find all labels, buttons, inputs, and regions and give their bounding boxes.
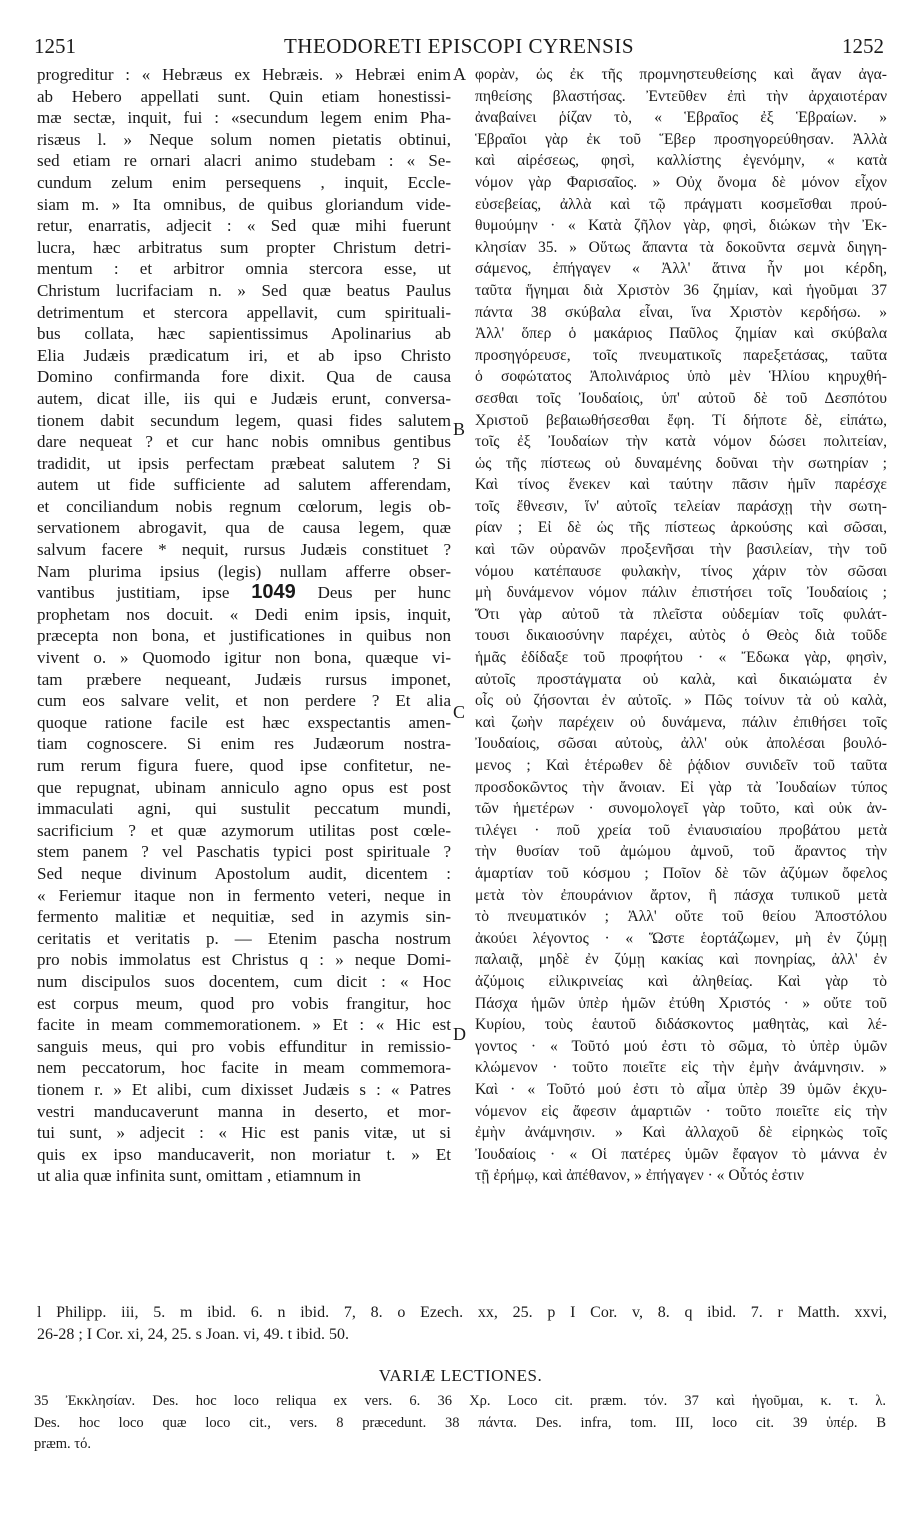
footnotes <box>37 1303 887 1346</box>
latin-text-line: retur, enarratis, adjecit : « Sed quæ mihi fuerunt <box>37 216 451 236</box>
variae-lectiones <box>34 1392 886 1457</box>
greek-text-line: τοῖς ἐξ Ἰουδαίων τὴν κατὰ νόμον δώσει πολιτείαν, <box>475 433 887 451</box>
margin-marker-b: B <box>453 419 466 439</box>
greek-text-line: καὶ αἱρέσεως, φησὶ, καλλίστης ἐγενόμην, « κατὰ <box>475 152 887 170</box>
footnote-line: 26-28 ; I Cor. xi, 24, 25. s Joan. vi, 49. t ibid. 50. <box>37 1325 349 1343</box>
latin-text-line: sed etiam re ornari alacri animo studebam : « Se- <box>37 151 451 171</box>
greek-text-line: τῶν ἡμετέρων · συνομολογεῖ γὰρ τοῦτο, καὶ οὐκ ἀν- <box>475 800 887 818</box>
greek-text-line: καὶ τῶν οὐρανῶν προξενῆσαι τὴν βασιλείαν, τὴν τοῦ <box>475 541 887 559</box>
latin-text-line: risæus l. » Neque solum nomen pietatis obtinui, <box>37 129 451 149</box>
page-number-right: 1252 <box>842 34 884 58</box>
greek-text-line: νόμον γὰρ Φαρισαῖος. » Οὐχ ὄνομα δὲ μόνον εἶχον <box>475 173 887 191</box>
latin-text-line: tam præbere nequeant, Judæis rursus imponet, <box>37 669 451 689</box>
greek-text-line: Ἀλλ' ὅπερ ὁ μακάριος Παῦλος ζημίαν καὶ σκύβαλα <box>475 325 887 343</box>
latin-text-line: sanguis meus, qui pro vobis effunditur in remissio- <box>37 1036 451 1056</box>
latin-text-line: Domino confirmanda fore dixit. Qua de causa <box>37 367 451 387</box>
greek-text-line: Χριστοῦ βεβαιωθήσεσθαι ἔφη. Τί δήποτε δὲ, εἰπάτω, <box>475 411 887 429</box>
greek-text-line: Κυρίου, τοὺς ἑαυτοῦ διδάσκοντος μαθητὰς, καὶ λέ- <box>475 1016 887 1034</box>
variant-reading-line: præm. τό. <box>34 1436 91 1453</box>
latin-text-line: pro nobis immolatus est Christus q : » neque Domi- <box>37 950 451 970</box>
greek-text-line: ὡς τῆς πίστεως οὐ δυναμένης δοῦναι τὴν σωτηρίαν ; <box>475 454 887 472</box>
greek-text-line: οἷς οὐ ζήσονται ἐν αὐτοῖς. » Πῶς τοίνυν τὰ οὐ καλὰ, <box>475 692 887 710</box>
latin-text-line: ab Hebero appellati sunt. Quin etiam honestissi- <box>37 86 451 106</box>
latin-text-line: tionem dabit secundum legem, quasi fides salutem <box>37 410 451 430</box>
greek-text-line: γοντος · « Τοῦτό μού ἐστι τὸ σῶμα, τὸ ὑπὲρ ὑμῶν <box>475 1037 887 1055</box>
greek-text-line: νόμου κατέπαυσε φυλακὴν, τίνος χάριν τὸν σῶσαι <box>475 562 887 580</box>
latin-text-line: quoque ratione facile est hæc exspectantis amen- <box>37 712 451 732</box>
latin-text-line: tionem r. » Et alibi, cum dixisset Judæis s : « Patres <box>37 1079 451 1099</box>
latin-text-line: cum eos salvare velit, et non perdere ? Et alia <box>37 691 451 711</box>
latin-text-line: mentum : et arbitror omnia stercora esse, ut <box>37 259 451 279</box>
greek-text-line: Ἰουδαίοις · « Οἱ πατέρες ὑμῶν ἔφαγον τὸ μάννα ἐν <box>475 1145 887 1163</box>
greek-text-line: πάντα 38 σκύβαλα εἶναι, ἵνα Χριστὸν κερδήσω. » <box>475 303 887 321</box>
latin-text-line: immaculati agni, qui sustulit peccatum mundi, <box>37 799 451 819</box>
latin-text-line: que repugnat, ubinam anniculo agno opus est post <box>37 777 451 797</box>
greek-text-line: προσηγόρευσε, τοῖς πνευματικοῖς παρεξετάσας, ταῦτα <box>475 346 887 364</box>
greek-text-line: ταῦτα ἥγημαι διὰ Χριστὸν 36 ζημίαν, καὶ ἡγοῦμαι 37 <box>475 281 887 299</box>
margin-marker-d: D <box>453 1024 466 1044</box>
latin-text-line: nem peccatorum, hoc facite in meam commemora- <box>37 1058 451 1078</box>
latin-text-line: cundum zelum enim persequens , inquit, Eccle- <box>37 172 451 192</box>
latin-text-line: vantibus justitiam, ipse 1049 Deus per hunc <box>37 582 451 604</box>
variant-reading-line: Des. hoc loco quæ loco cit., vers. 8 præcedunt. 38 πάντα. Des. infra, tom. III, loco cit. 39 ὑπέρ. B <box>34 1414 886 1431</box>
greek-text-line: Ἰουδαίοις, σῶσαι αὐτοὺς, ἀλλ' οὐκ ἀπολέσαι βουλό- <box>475 735 887 753</box>
greek-text-line: εὐσεβείας, ἀλλὰ καὶ τῷ πράγματι κοσμεῖσθαι πρού- <box>475 195 887 213</box>
greek-column <box>475 64 887 1187</box>
greek-text-line: ἡμᾶς ἐδίδαξε τοῦ προφήτου · « Ἔδωκα γὰρ, φησὶν, <box>475 649 887 667</box>
latin-text-line: tiam cognoscere. Si enim res Judæorum nostra- <box>37 734 451 754</box>
greek-text-line: καὶ ζωὴν παρέχειν οὐ δυνάμενα, πάλιν ἐπιθήσει τοῖς <box>475 713 887 731</box>
greek-text-line: μενος ; Καὶ ἑτέρωθεν δὲ ῥᾴδιον συνιδεῖν τοῦ ταῦτα <box>475 757 887 774</box>
greek-text-line: τὴν θυσίαν τοῦ ἀμώμου ἀμνοῦ, τοῦ ἄραντος τὴν <box>475 843 887 861</box>
margin-marker-a: A <box>453 64 466 84</box>
greek-text-line: τοῖς ἔθνεσιν, ἵν' αὐτοῖς τελείαν παράσχῃ τὴν σωτη- <box>475 497 887 515</box>
column-number: 1049 <box>251 582 296 604</box>
greek-text-line: ἁμαρτίαν τοῦ κόσμου ; Ποῖον δὲ τῶν ἀζύμων ὄφελος <box>475 864 887 882</box>
greek-text-line: παλαιᾷ, μηδὲ ἐν ζύμῃ κακίας καὶ πονηρίας, ἀλλ' ἐν <box>475 951 887 969</box>
latin-text-line: tui sunt, » adjecit : « Hic est panis vitæ, ut si <box>37 1123 451 1143</box>
greek-text-line: τῇ ἐρήμῳ, καὶ ἀπέθανον, » ἐπήγαγεν · « Οὗτός ἐστιν <box>475 1167 804 1185</box>
latin-text-line: vestri manducaverunt manna in deserto, et mor- <box>37 1101 451 1121</box>
greek-text-line: φορὰν, ὡς ἐκ τῆς προμνηστευθείσης καὶ ἄγαν ἀγα- <box>475 66 887 83</box>
greek-text-line: πηθείσης βλαστήσας. Ἐντεῦθεν ἐπὶ τὴν ἀρχαιοτέραν <box>475 87 887 105</box>
greek-text-line: προσδοκῶντος τὴν ἄνοιαν. Εἰ γὰρ τὰ Ἰουδαίων τύπος <box>475 778 887 796</box>
latin-text-line: stem panem ? vel Paschatis typici post spirituale ? <box>37 842 451 862</box>
latin-text-line: dare nequeat ? et cur hanc nobis omnibus gentibus <box>37 432 451 452</box>
latin-text-line: ceritatis et veritatis p. — Etenim pascha nostrum <box>37 928 451 948</box>
latin-text-line: sacrificium ? et quæ azymorum utilitas post cœle- <box>37 820 451 840</box>
latin-text-line: mæ sectæ, inquit, fui : «secundum legem enim Pha- <box>37 108 451 128</box>
page-header <box>34 34 884 62</box>
latin-text-line: est corpus meum, quod pro vobis frangitur, hoc <box>37 993 451 1013</box>
latin-text-line: Sed neque divinum Apostolum audit, dicentem : <box>37 863 451 883</box>
greek-text-line: Ἑβραῖοι γὰρ ἐκ τοῦ Ἕβερ προσηγορεύθησαν. Ἀλλὰ <box>475 130 887 148</box>
greek-text-line: σάμενος, ἐπήγαγεν « Ἀλλ' ἅτινα ἦν μοι κέρδη, <box>475 260 887 278</box>
latin-text-line: Nam plurima ipsius (legis) nullam afferre obser- <box>37 561 451 581</box>
greek-text-line: τιλέγει · ποῦ χρεία τοῦ ἐνιαυσιαίου προβάτου μετὰ <box>475 821 887 839</box>
greek-text-line: αὐτοῖς προστάγματα οὐ καλὰ, καὶ δικαιώματα ἐν <box>475 670 887 688</box>
greek-text-line: ἐμὴν ἀνάμνησιν. » Καὶ ἀλλαχοῦ δὲ εἰρηκὼς τοῖς <box>475 1124 887 1142</box>
latin-text-line: « Feriemur itaque non in fermento veteri, neque in <box>37 885 451 905</box>
latin-text-line: lucra, hæc arbitratus sum propter Christum detri- <box>37 237 451 257</box>
greek-text-line: Καὶ · « Τοῦτό μού ἐστι τὸ αἷμα ὑπὲρ 39 ὑμῶν ἐκχυ- <box>475 1080 887 1098</box>
latin-text-line: facite in meam commemorationem. » Et : « Hic est <box>37 1015 451 1035</box>
greek-text-line: ρίαν ; Εἰ δὲ ὡς τῆς πίστεως ἀρκούσης καὶ σῶσαι, <box>475 519 887 537</box>
latin-text-line: detrimentum et stercora appellavit, cum spirituali- <box>37 302 451 322</box>
footnote-line: l Philipp. iii, 5. m ibid. 6. n ibid. 7, 8. o Ezech. xx, 25. p I Cor. v, 8. q ibid. 7. r Matth. xxvi, <box>37 1304 887 1321</box>
latin-text-line: progreditur : « Hebræus ex Hebræis. » Hebræi enim <box>37 65 451 84</box>
latin-text-line: rum rerum figura fuere, quod ipse confitetur, ne- <box>37 756 451 775</box>
latin-text-line: siam m. » Ita omnibus, de quibus gloriandum vide- <box>37 194 451 214</box>
greek-text-line: ὁ σοφώτατος Ἀπολινάριος ὑπὸ μὲν Ἡλίου κηρυχθή- <box>475 368 887 386</box>
latin-text-line: num discipulos suos docentem, cum dicit : « Hoc <box>37 971 451 991</box>
margin-marker-c: C <box>453 702 466 722</box>
greek-text-line: σεσθαι τοῖς Ἰουδαίοις, ὑπ' αὐτοῦ δὲ τοῦ Δεσπότου <box>475 389 887 407</box>
latin-text-line: Christum lucrifaciam n. » Sed quæ beatus Paulus <box>37 280 451 300</box>
latin-text-line: tradidit, ut ipsis perfectam præbeat salutem ? Si <box>37 453 451 473</box>
greek-text-line: κλησίαν 35. » Οὕτως ἅπαντα τὰ δοκοῦντα σεμνὰ διηγη- <box>475 238 887 256</box>
greek-text-line: νόμενον εἰς ἄφεσιν ἁμαρτιῶν · τοῦτο ποιεῖτε εἰς τὴν <box>475 1102 887 1120</box>
greek-text-line: Πάσχα ἡμῶν ὑπὲρ ἡμῶν ἐτύθη Χριστός · » οὔτε τοῦ <box>475 994 887 1012</box>
latin-text-line: salvum facere * nequit, rursus Judæis constituet ? <box>37 540 451 560</box>
latin-text-line: bus collata, hæc sapientissimus Apolinarius ab <box>37 324 451 344</box>
latin-text-line: ut alia quæ infinita sunt, omittam , etiamnum in <box>37 1166 361 1186</box>
latin-text-line: autem ut fide sufficiente ad salutem afferendam, <box>37 475 451 495</box>
greek-text-line: Ὅτι γὰρ αὐτοῦ τὰ πλεῖστα οὐδεμίαν τοῖς φυλάτ- <box>475 605 887 623</box>
greek-text-line: ἀκούει λέγοντος · « Ὥστε ἑορτάζωμεν, μὴ ἐν ζύμῃ <box>475 929 887 947</box>
latin-text-line: vivent o. » Quomodo igitur non bona, quæque vi- <box>37 648 451 668</box>
latin-text-line: autem, dicat ille, iis qui e Judæis erunt, conversa- <box>37 388 451 408</box>
greek-text-line: τουσι δικαιοσύνην παρέχει, αὐτὸς ὁ Θεὸς διὰ τοῦδε <box>475 627 887 645</box>
greek-text-line: Καὶ τίνος ἕνεκεν καὶ ταύτην πᾶσιν ἡμῖν παρέσχε <box>475 476 887 494</box>
latin-text-line: et conciliandum nobis regnum cœlorum, legis ob- <box>37 496 451 516</box>
latin-text-line: prophetam nos docuit. « Dedi enim ipsis, inquit, <box>37 604 451 624</box>
latin-column <box>37 64 451 1187</box>
page-number-left: 1251 <box>34 34 76 58</box>
greek-text-line: θυμούμην · « Κατὰ ζῆλον γὰρ, φησὶ, διώκων τὴν Ἐκ- <box>475 217 887 235</box>
variae-lectiones-title: VARIÆ LECTIONES. <box>378 1366 543 1385</box>
latin-text-line: præcepta non bona, et justificationes in quibus non <box>37 626 451 646</box>
greek-text-line: μετὰ τὸν ἐπουράνιον ἄρτον, ἢ πάσχα τυπικοῦ μετὰ <box>475 886 887 904</box>
variant-reading-line: 35 Ἐκκλησίαν. Des. hoc loco reliqua ex vers. 6. 36 Χρ. Loco cit. præm. τόν. 37 καὶ ἡγοῦμαι, κ. τ. λ. <box>34 1393 886 1409</box>
latin-text-line: quis ex ipso manducaverit, non moriatur t. » Et <box>37 1144 451 1164</box>
greek-text-line: ἀναβαίνει ῥίζαν τὸ, « Ἑβραῖος ἐξ Ἑβραίων. » <box>475 109 887 127</box>
latin-text-line: servationem abrogavit, qua de causa legem, quæ <box>37 518 451 538</box>
latin-text-line: Elia Judæis prædicatum iri, et ab ipso Christo <box>37 345 451 365</box>
greek-text-line: τὸ πνευματικόν ; Ἀλλ' οὔτε τοῦ θείου Ἀποστόλου <box>475 908 887 926</box>
running-title: THEODORETI EPISCOPI CYRENSIS <box>283 34 635 58</box>
greek-text-line: κλώμενον · τοῦτο ποιεῖτε εἰς τὴν ἐμὴν ἀνάμνησιν. » <box>475 1059 887 1077</box>
latin-text-line: fermento malitiæ et nequitiæ, sed in azymis sin- <box>37 907 451 927</box>
greek-text-line: ἀζύμοις εἰλικρινείας καὶ ἀληθείας. Καὶ γὰρ τὸ <box>475 972 887 990</box>
greek-text-line: μὴ δυνάμενον νόμον πάλιν ἐπιστήσει τοῖς Ἰουδαίοις ; <box>475 584 887 602</box>
